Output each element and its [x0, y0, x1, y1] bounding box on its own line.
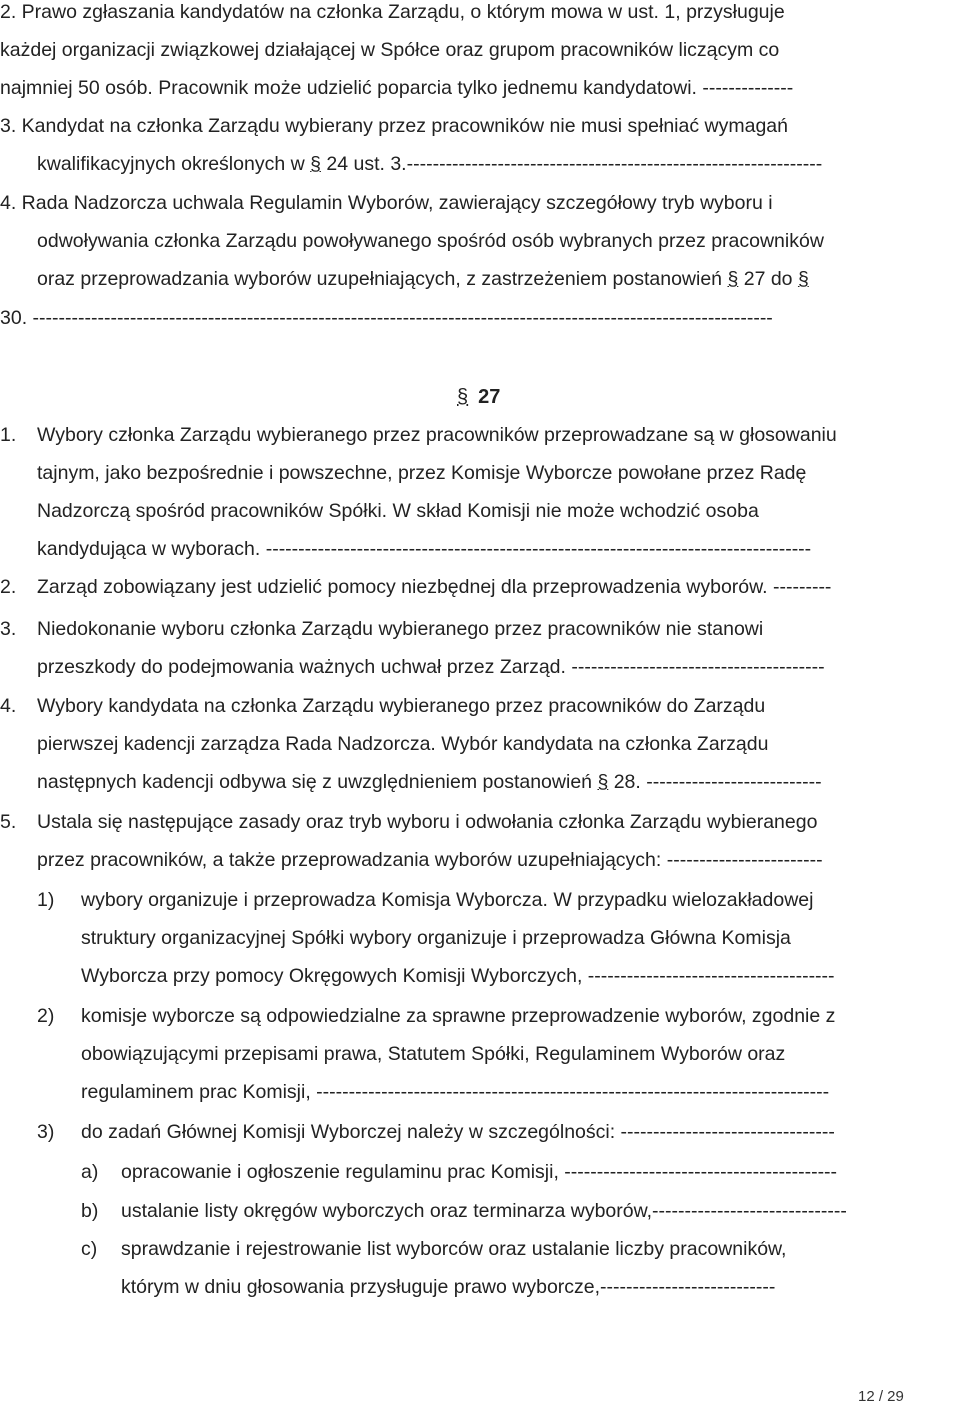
section-ref-28[interactable]: § — [597, 771, 609, 793]
item-4-line2: pierwszej kadencji zarządza Rada Nadzorcza. Wybór kandydata na członka Zarządu — [37, 733, 769, 755]
subpoint-c-line2: którym w dniu głosowania przysługuje prawo wyborcze,--------------------------- — [121, 1276, 776, 1298]
s26-item4-line4: 30. ------------------------------------------------------------------------------------------------------------------ — [0, 307, 773, 329]
point-2-line2: obowiązującymi przepisami prawa, Statutem Spółki, Regulaminem Wyborów oraz — [81, 1043, 786, 1065]
item-3-line1: Niedokonanie wyboru członka Zarządu wybieranego przez pracowników nie stanowi — [37, 618, 764, 640]
s26-item2-line3: najmniej 50 osób. Pracownik może udzielić poparcia tylko jednemu kandydatowi. -------------- — [0, 77, 794, 99]
s26-item2-line1: 2. Prawo zgłaszania kandydatów na członka Zarządu, o którym mowa w ust. 1, przysługuje — [0, 1, 785, 23]
point-2-number: 2) — [37, 1005, 55, 1027]
section-symbol: § — [457, 386, 469, 408]
s26-item4-line1: 4. Rada Nadzorcza uchwala Regulamin Wyborów, zawierający szczegółowy tryb wyboru i — [0, 192, 773, 214]
item-4-line3-post: 28. --------------------------- — [608, 771, 822, 793]
item-1-number: 1. — [0, 424, 17, 446]
item-3-number: 3. — [0, 618, 17, 640]
subpoint-b-letter: b) — [81, 1200, 99, 1222]
item-1-line4: kandydująca w wyborach. ------------------------------------------------------------------------------------ — [37, 538, 812, 560]
point-1-number: 1) — [37, 889, 55, 911]
section-number: 27 — [478, 386, 501, 408]
subpoint-c-letter: c) — [81, 1238, 98, 1260]
item-4-line3 — [37, 768, 822, 796]
section-ref-30[interactable]: § — [797, 268, 809, 290]
s26-item4-line3 — [37, 265, 809, 293]
point-3-number: 3) — [37, 1121, 55, 1143]
section-27-heading — [457, 382, 500, 412]
item-5-line1: Ustala się następujące zasady oraz tryb wyboru i odwołania członka Zarządu wybieranego — [37, 811, 818, 833]
item-4-number: 4. — [0, 695, 17, 717]
item-4-line3-pre: następnych kadencji odbywa się z uwzględnieniem postanowień — [37, 771, 598, 793]
section-ref-27[interactable]: § — [727, 268, 739, 290]
s26-item4-line3-pre: oraz przeprowadzania wyborów uzupełniających, z zastrzeżeniem postanowień — [37, 268, 728, 290]
item-5-number: 5. — [0, 811, 17, 833]
item-1-line1: Wybory członka Zarządu wybieranego przez pracowników przeprowadzane są w głosowaniu — [37, 424, 837, 446]
subpoint-b-line1: ustalanie listy okręgów wyborczych oraz terminarza wyborów,------------------------------ — [121, 1200, 847, 1222]
item-4-line1: Wybory kandydata na członka Zarządu wybieranego przez pracowników do Zarządu — [37, 695, 766, 717]
s26-item2-line2: każdej organizacji związkowej działającej w Spółce oraz grupom pracowników liczącym co — [0, 39, 780, 61]
subpoint-a-line1: opracowanie i ogłoszenie regulaminu prac Komisji, ------------------------------------------ — [121, 1161, 838, 1183]
section-ref-24[interactable]: § — [310, 153, 321, 175]
s26-item3-line1: 3. Kandydat na członka Zarządu wybierany przez pracowników nie musi spełniać wymagań — [0, 115, 788, 137]
page-number: 12 / 29 — [858, 1388, 904, 1405]
item-2-number: 2. — [0, 576, 17, 598]
s26-item3-line2 — [37, 150, 822, 178]
subpoint-c-line1: sprawdzanie i rejestrowanie list wyborców oraz ustalanie liczby pracowników, — [121, 1238, 787, 1260]
s26-item3-line2-post: 24 ust. 3.---------------------------------------------------------------- — [320, 153, 823, 175]
item-1-line2: tajnym, jako bezpośrednie i powszechne, przez Komisje Wyborcze powołane przez Radę — [37, 462, 807, 484]
s26-item4-line3-mid: 27 do — [738, 268, 798, 290]
point-1-line3: Wyborcza przy pomocy Okręgowych Komisji Wyborczych, -------------------------------------- — [81, 965, 835, 987]
item-3-line2: przeszkody do podejmowania ważnych uchwał przez Zarząd. --------------------------------------- — [37, 656, 825, 678]
s26-item3-line2-pre: kwalifikacyjnych określonych w — [37, 153, 311, 175]
subpoint-a-letter: a) — [81, 1161, 99, 1183]
point-2-line1: komisje wyborcze są odpowiedzialne za sprawne przeprowadzenie wyborów, zgodnie z — [81, 1005, 836, 1027]
point-2-line3: regulaminem prac Komisji, ------------------------------------------------------------------------------- — [81, 1081, 830, 1103]
point-3-line1: do zadań Głównej Komisji Wyborczej należy w szczególności: --------------------------------- — [81, 1121, 835, 1143]
item-2-line1: Zarząd zobowiązany jest udzielić pomocy niezbędnej dla przeprowadzenia wyborów. --------- — [37, 576, 832, 598]
item-5-line2: przez pracowników, a także przeprowadzania wyborów uzupełniających: ------------------------ — [37, 849, 823, 871]
point-1-line1: wybory organizuje i przeprowadza Komisja Wyborcza. W przypadku wielozakładowej — [81, 889, 814, 911]
point-1-line2: struktury organizacyjnej Spółki wybory organizuje i przeprowadza Główna Komisja — [81, 927, 791, 949]
s26-item4-line2: odwoływania członka Zarządu powoływanego spośród osób wybranych przez pracowników — [37, 230, 824, 252]
item-1-line3: Nadzorczą spośród pracowników Spółki. W skład Komisji nie może wchodzić osoba — [37, 500, 759, 522]
